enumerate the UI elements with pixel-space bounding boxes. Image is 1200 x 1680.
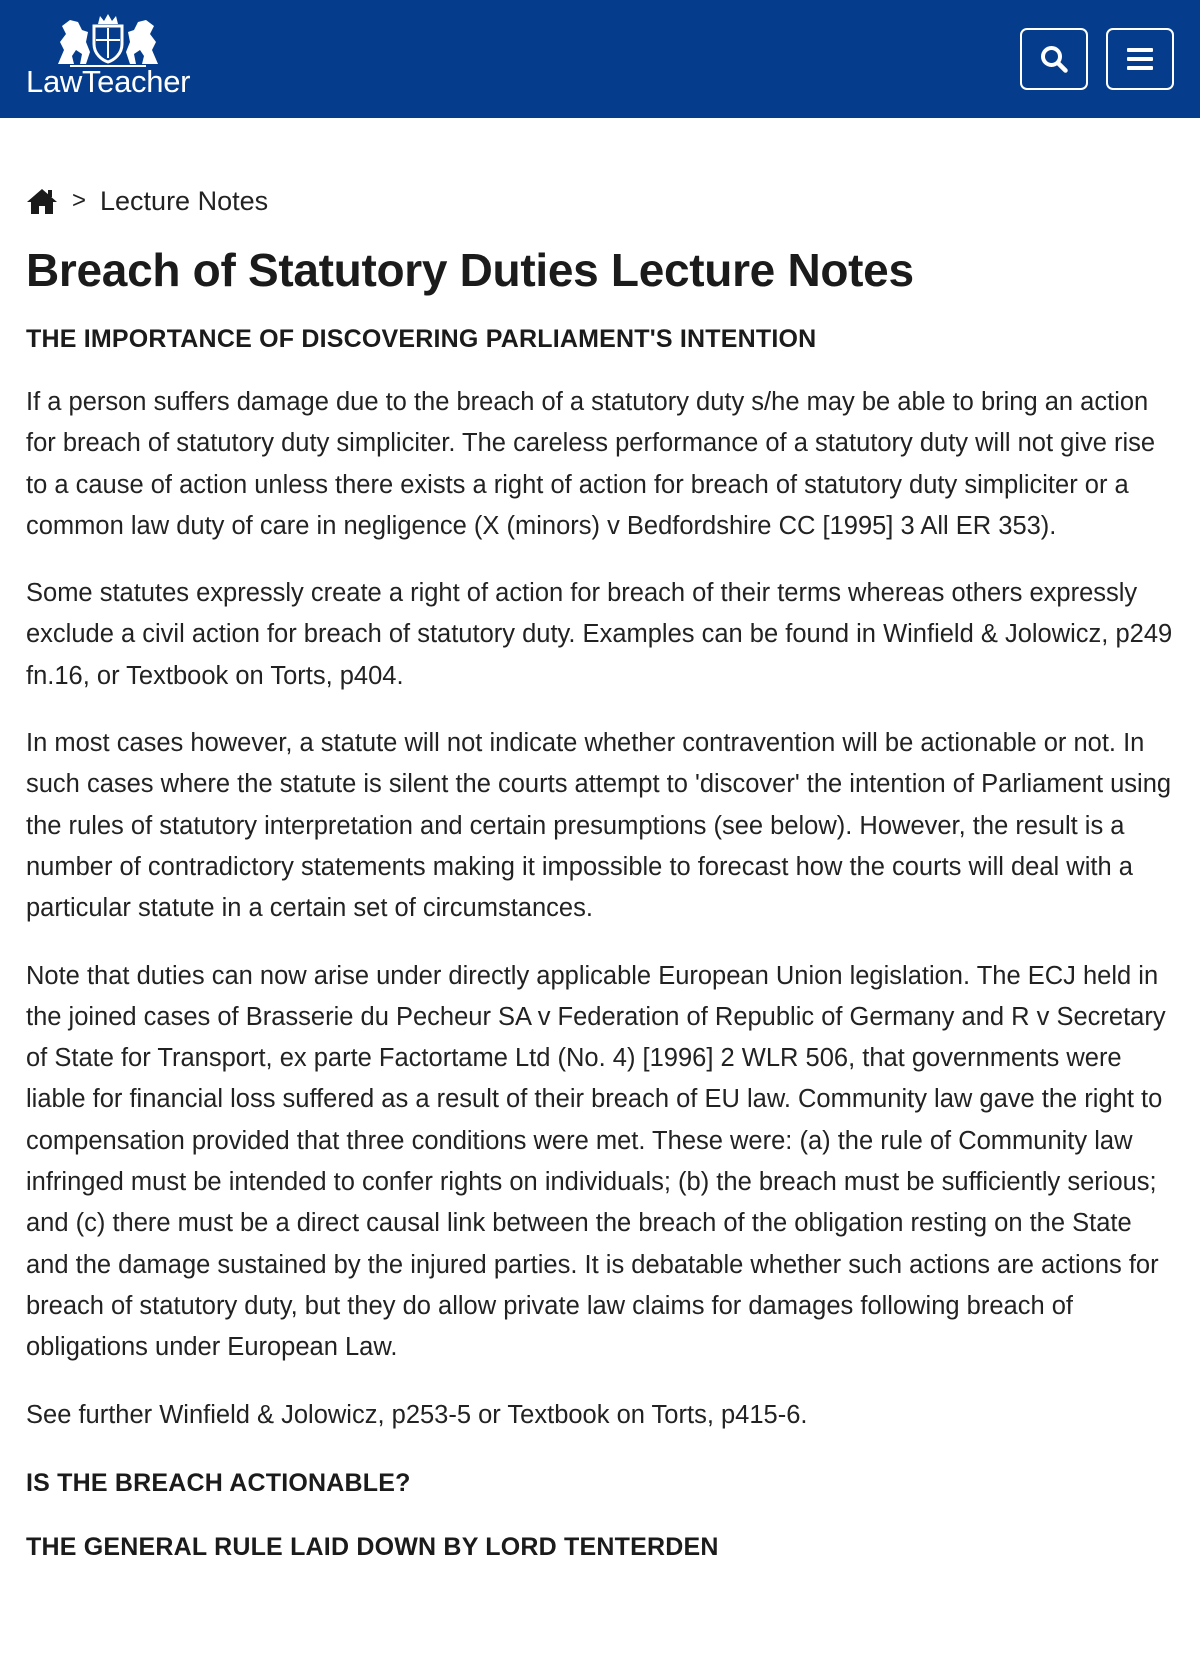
section-heading-breach-actionable: IS THE BREACH ACTIONABLE?: [26, 1468, 411, 1497]
article-paragraph: See further Winfield & Jolowicz, p253-5 or Textbook on Torts, p415-6.: [26, 1400, 808, 1429]
search-icon: [1039, 44, 1069, 74]
menu-button[interactable]: [1106, 28, 1174, 90]
article-paragraph: Note that duties can now arise under directly applicable European Union legislation. The ECJ held in the joined cases of Brasserie du Pecheur SA v Federation of Republic of Germany and R v Secretary of State for Transport, ex parte Factortame Ltd (No. 4) [1996] 2 WLR 506, that governments were liable for financial loss suffered as a result of their breach of EU law. Community law gave the right to compensation provided that three conditions were met. These were: (a) the rule of Community law infringed must be intended to confer rights on individuals; (b) the breach must be sufficiently serious; and (c) there must be a direct causal link between the breach of the obligation resting on the State and the damage sustained by the injured parties. It is debatable whether such actions are actions for breach of statutory duty, but they do allow private law claims for damages following breach of obligations under European Law.: [26, 961, 1166, 1362]
article-paragraph: Some statutes expressly create a right of action for breach of their terms whereas others expressly exclude a civil action for breach of statutory duty. Examples can be found in Winfield & Jolowicz, p249 fn.16, or Textbook on Torts, p404.: [26, 579, 1173, 690]
breadcrumb-lecture-notes[interactable]: Lecture Notes: [100, 185, 269, 216]
article-paragraph: If a person suffers damage due to the breach of a statutory duty s/he may be able to bring an action for breach of statutory duty simpliciter. The careless performance of a statutory duty will not give rise to a cause of action unless there exists a right of action for breach of statutory duty simpliciter or a common law duty of care in negligence (X (minors) v Bedfordshire CC [1995] 3 All ER 353).: [26, 388, 1156, 540]
article-content: [0, 186, 1200, 1564]
breadcrumb: [26, 186, 1174, 216]
hamburger-menu-icon: [1126, 47, 1154, 71]
article-paragraph: In most cases however, a statute will not indicate whether contravention will be actionable or not. In such cases where the statute is silent the courts attempt to 'discover' the intention of Parliament using the rules of statutory interpretation and certain presumptions (see below). However, the result is a number of contradictory statements making it impossible to forecast how the courts will deal with a particular statute in a certain set of circumstances.: [26, 729, 1172, 923]
site-logo[interactable]: [26, 12, 206, 102]
breadcrumb-separator: >: [72, 187, 87, 214]
lion-crest-logo-icon: [50, 12, 166, 68]
brand-name: LawTeacher: [26, 64, 191, 99]
section-heading-general-rule: THE GENERAL RULE LAID DOWN BY LORD TENTERDEN: [26, 1532, 719, 1561]
section-heading-parliament-intention: THE IMPORTANCE OF DISCOVERING PARLIAMENT'S INTENTION: [26, 325, 817, 353]
home-icon[interactable]: [26, 187, 58, 215]
page-title: Breach of Statutory Duties Lecture Notes: [26, 244, 914, 296]
site-header: [0, 0, 1200, 118]
search-button[interactable]: [1020, 28, 1088, 90]
